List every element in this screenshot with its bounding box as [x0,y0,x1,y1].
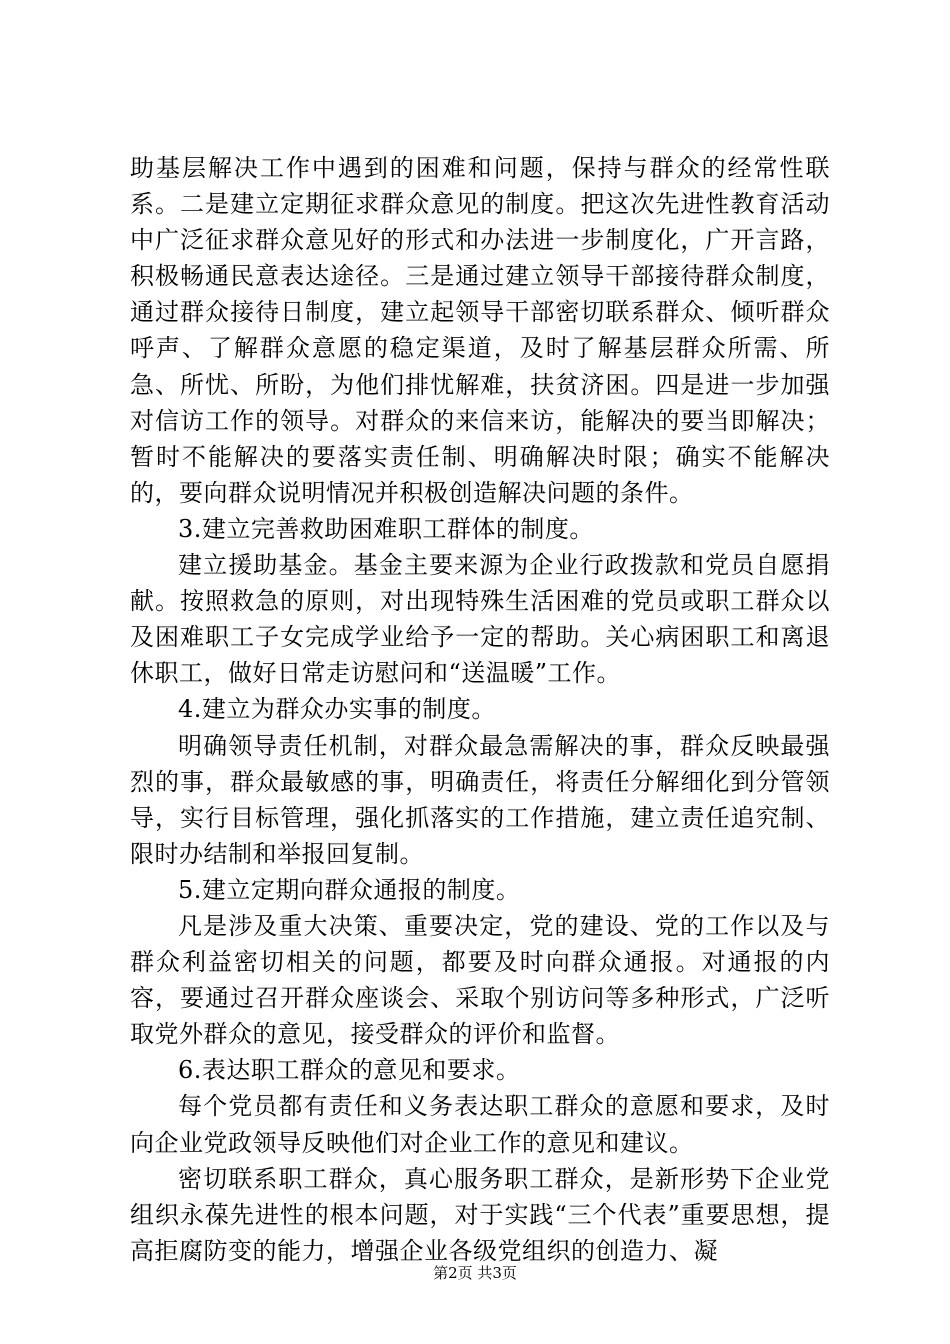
section-heading-5: 5.建立定期向群众通报的制度。 [178,875,521,904]
page-number-footer: 第2页 共3页 [433,1264,517,1282]
document-body [130,150,830,1269]
paragraph-member-duty: 每个党员都有责任和义务表达职工群众的意愿和要求，及时向企业党政领导反映他们对企业工作的意见和建议。 [130,1092,830,1157]
paragraph-leadership-responsibility: 明确领导责任机制，对群众最急需解决的事，群众反映最强烈的事，群众最敏感的事，明确责任，将责任分解细化到分管领导，实行目标管理，强化抓落实的工作措施，建立责任追究制、限时办结制和举报回复制。 [130,731,830,868]
paragraph-assistance-fund: 建立援助基金。基金主要来源为企业行政拨款和党员自愿捐献。按照救急的原则，对出现特殊生活困难的党员或职工群众以及困难职工子女完成学业给予一定的帮助。关心病困职工和离退休职工，做好日常走访慰问和“送温暖”工作。 [130,551,830,688]
paragraph-conclusion: 密切联系职工群众，真心服务职工群众，是新形势下企业党组织永葆先进性的根本问题，对于实践“三个代表”重要思想，提高拒腐防变的能力，增强企业各级党组织的创造力、凝 [130,1164,830,1265]
paragraph-continuation: 助基层解决工作中遇到的困难和问题，保持与群众的经常性联系。二是建立定期征求群众意见的制度。把这次先进性教育活动中广泛征求群众意见好的形式和办法进一步制度化，广开言路，积极畅通民意表达途径。三是通过建立领导干部接待群众制度，通过群众接待日制度，建立起领导干部密切联系群众、倾听群众呼声、了解群众意愿的稳定渠道，及时了解基层群众所需、所急、所忧、所盼，为他们排忧解难，扶贫济困。四是进一步加强对信访工作的领导。对群众的来信来访，能解决的要当即解决；暂时不能解决的要落实责任制、明确解决时限；确实不能解决的，要向群众说明情况并积极创造解决问题的条件。 [130,154,830,507]
paragraph-notification: 凡是涉及重大决策、重要决定，党的建设、党的工作以及与群众利益密切相关的问题，都要及时向群众通报。对通报的内容，要通过召开群众座谈会、采取个别访问等多种形式，广泛听取党外群众的意见，接受群众的评价和监督。 [130,911,830,1049]
section-heading-4: 4.建立为群众办实事的制度。 [178,695,496,724]
section-heading-3: 3.建立完善救助困难职工群体的制度。 [178,514,594,543]
section-heading-6: 6.表达职工群众的意见和要求。 [178,1056,521,1085]
